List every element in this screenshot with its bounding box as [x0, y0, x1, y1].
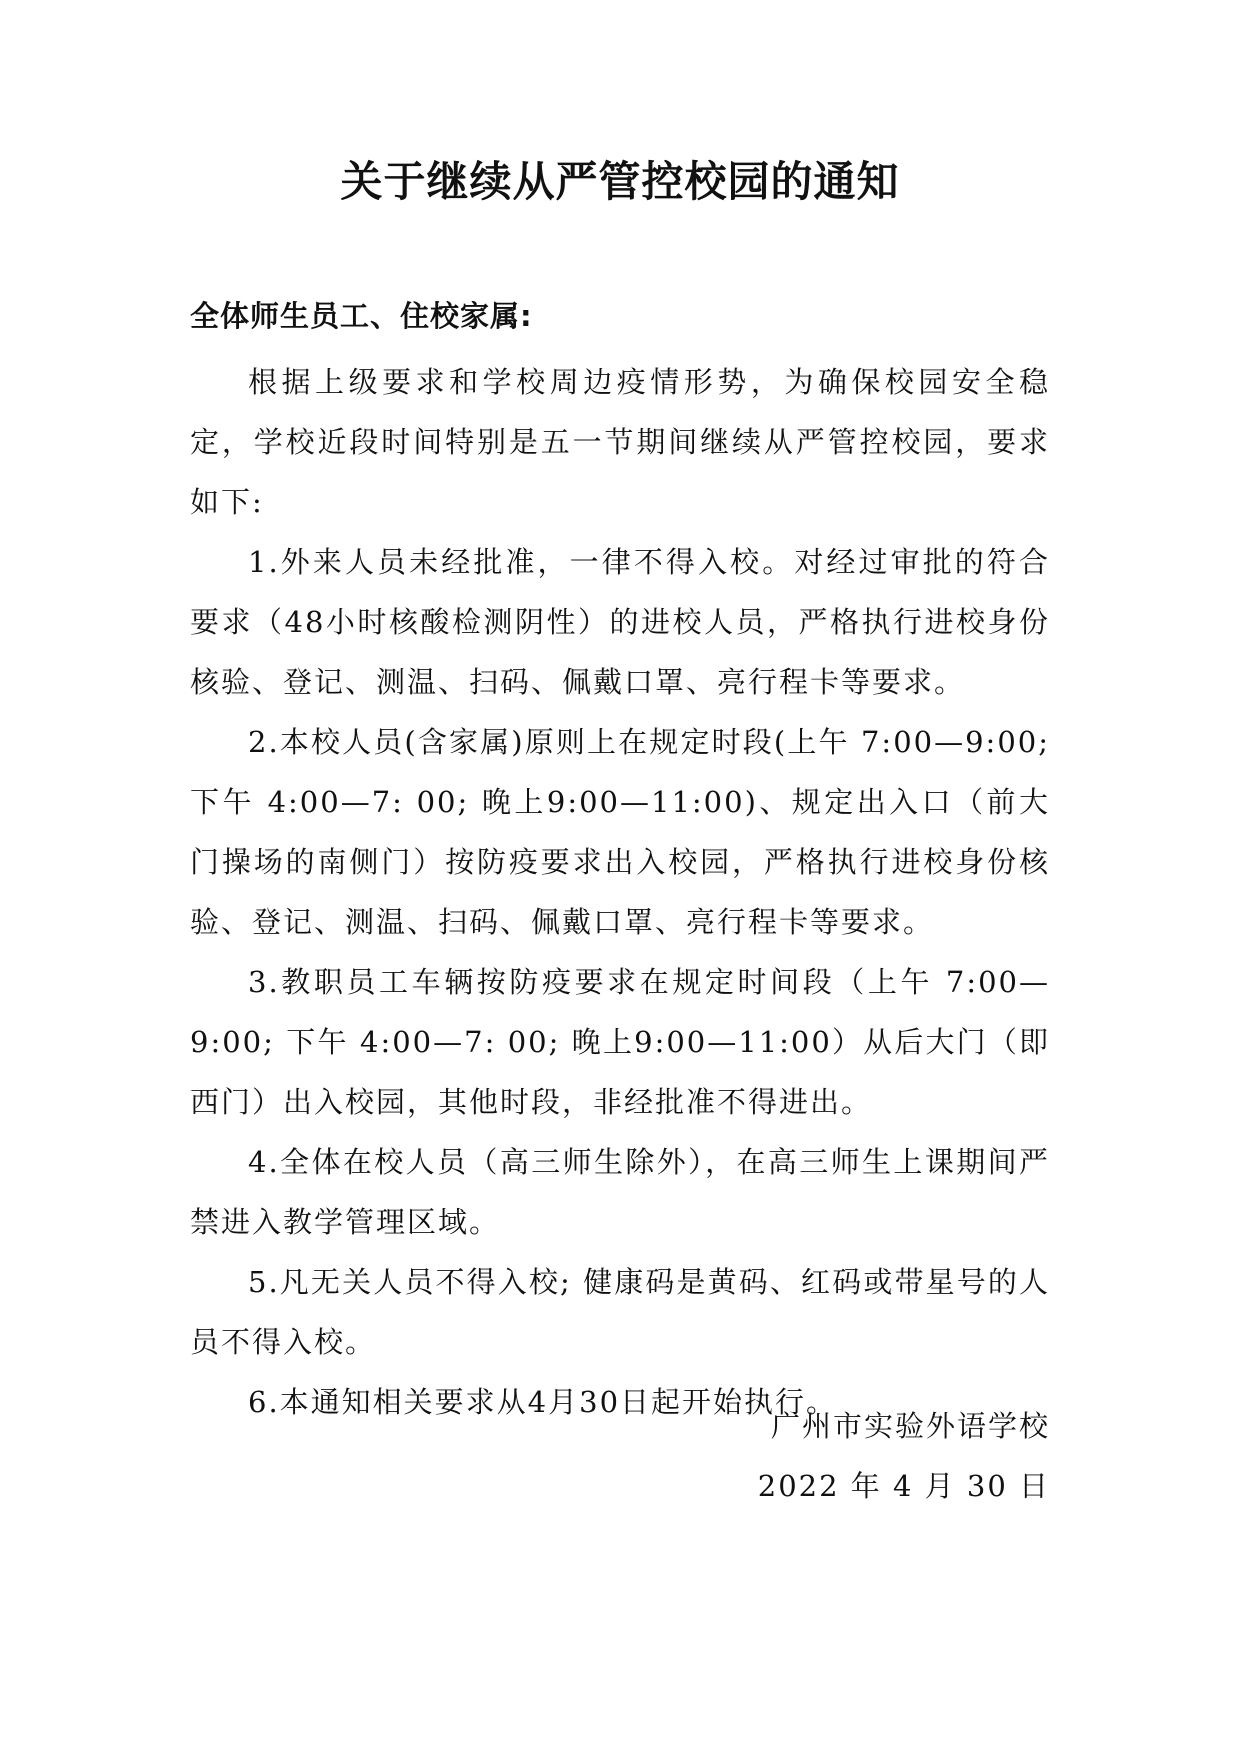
paragraph-item-2: 2.本校人员(含家属)原则上在规定时段(上午 7:00—9:00;下午 4:00—7: 00; 晚上9:00—11:00)、规定出入口（前大门操场的南侧门）按防疫要求出入校园，严格执行进校身份核验、登记、测温、扫码、佩戴口罩、亮行程卡等要求。 — [190, 725, 1050, 939]
paragraph-intro: 根据上级要求和学校周边疫情形势，为确保校园安全稳定，学校近段时间特别是五一节期间继续从严管控校园，要求如下: — [190, 365, 1050, 519]
document-body — [190, 352, 1050, 1432]
paragraph-item-3: 3.教职员工车辆按防疫要求在规定时间段（上午 7:00—9:00; 下午 4:00—7: 00; 晚上9:00—11:00）从后大门（即西门）出入校园，其他时段，非经批准不得进出。 — [190, 965, 1050, 1119]
salutation: 全体师生员工、住校家属: — [190, 299, 533, 333]
paragraph-item-1: 1.外来人员未经批准，一律不得入校。对经过审批的符合要求（48小时核酸检测阴性）的进校人员，严格执行进校身份核验、登记、测温、扫码、佩戴口罩、亮行程卡等要求。 — [190, 545, 1050, 699]
signature-date: 2022 年 4 月 30 日 — [757, 1469, 1050, 1503]
paragraph-item-5: 5.凡无关人员不得入校; 健康码是黄码、红码或带星号的人员不得入校。 — [190, 1265, 1050, 1359]
paragraph-item-4: 4.全体在校人员（高三师生除外），在高三师生上课期间严禁进入教学管理区域。 — [190, 1145, 1050, 1239]
document-title: 关于继续从严管控校园的通知 — [340, 157, 900, 206]
signature-organization: 广州市实验外语学校 — [770, 1409, 1050, 1443]
signature-block — [758, 1396, 1050, 1516]
paragraph-item-6: 6.本通知相关要求从4月30日起开始执行。 — [248, 1385, 838, 1419]
